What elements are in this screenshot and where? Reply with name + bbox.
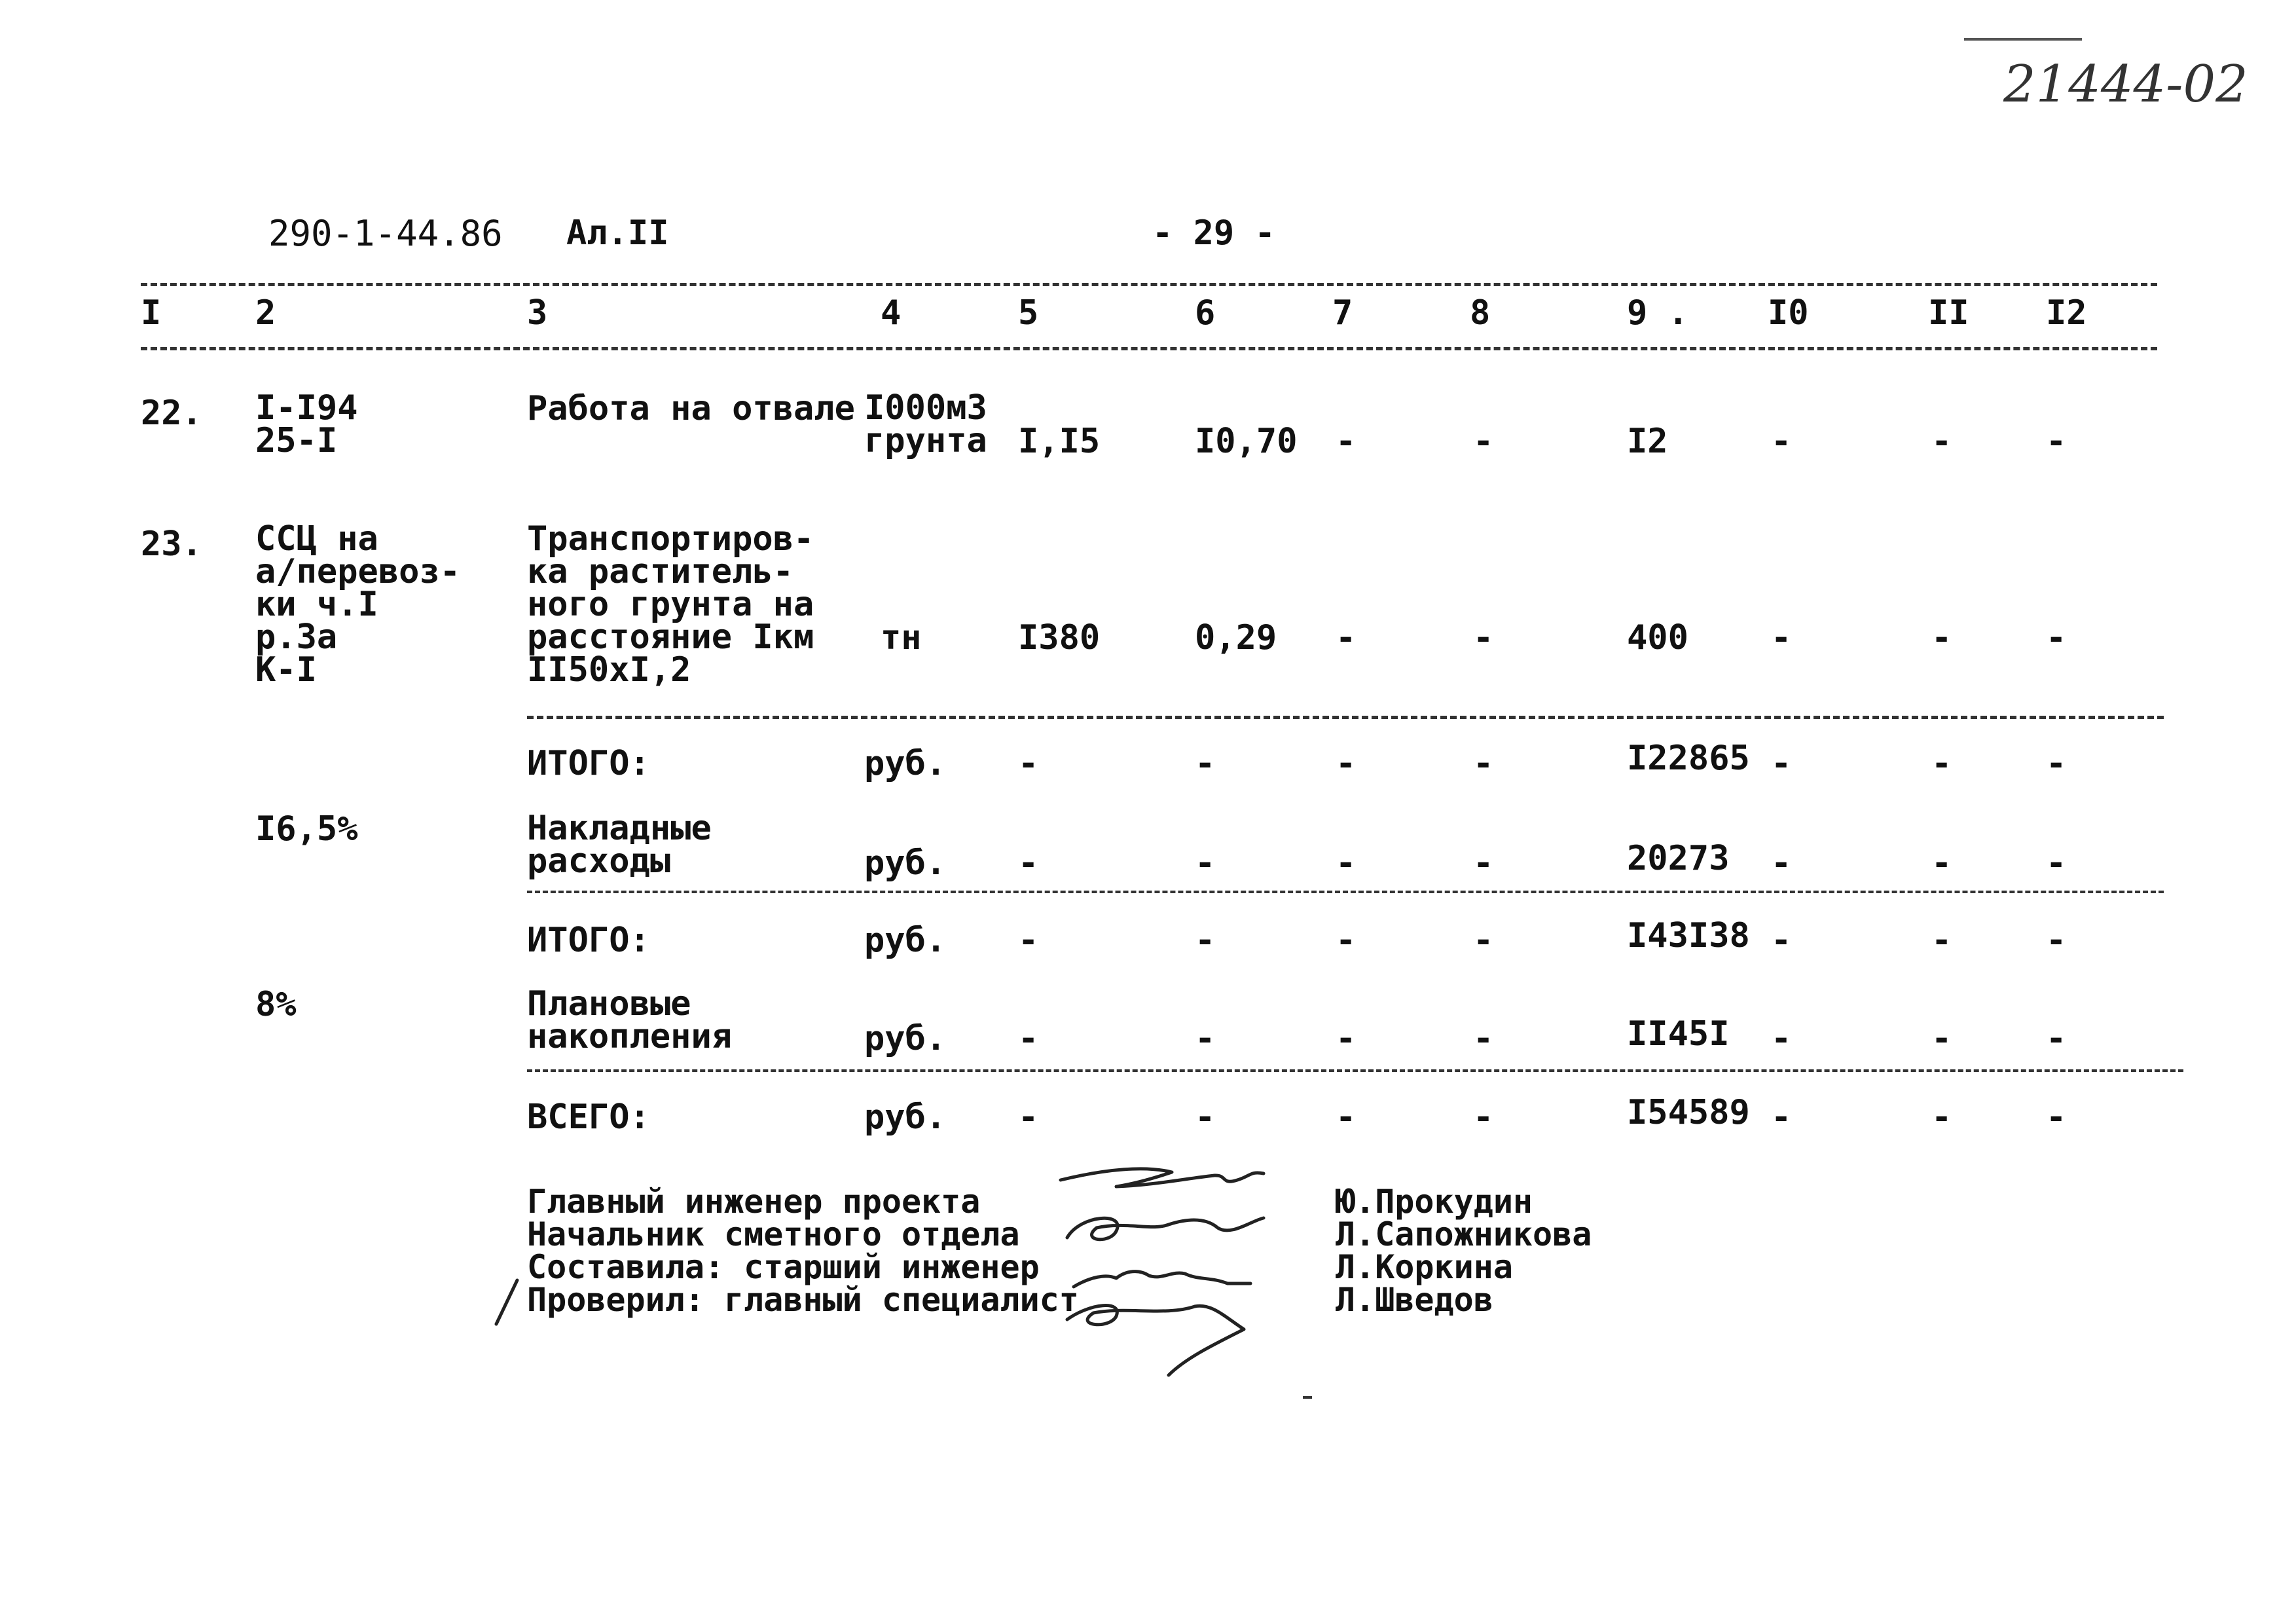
unit: I000м3 грунта bbox=[864, 388, 987, 460]
cell-value: - bbox=[1931, 744, 1952, 783]
signatory-name: Л.Коркина bbox=[1336, 1248, 1513, 1286]
total-cost: 400 bbox=[1627, 618, 1688, 657]
column-header: 9 . bbox=[1627, 293, 1688, 333]
cell-value: - bbox=[1018, 843, 1039, 883]
archive-number: 21444-02 bbox=[2003, 55, 2248, 114]
column-header: 5 bbox=[1018, 293, 1039, 333]
subtotal-rule bbox=[527, 1069, 2183, 1072]
handwritten-signature bbox=[1054, 1159, 1303, 1382]
cell-value: - bbox=[1018, 1019, 1039, 1058]
row-number: 22. bbox=[141, 394, 202, 433]
signatory-role: Главный инженер проекта bbox=[527, 1183, 981, 1221]
cell-value: - bbox=[1771, 1098, 1792, 1137]
work-description: Транспортиров- ка раститель- ного грунта на расстояние Iкм II50хI,2 bbox=[527, 519, 814, 690]
archive-number-rule bbox=[1964, 38, 2082, 41]
unit: руб. bbox=[864, 843, 947, 883]
unit: руб. bbox=[864, 1098, 947, 1137]
signatory-role: Составила: старший инженер bbox=[527, 1248, 1040, 1286]
cell-value: - bbox=[1473, 921, 1494, 960]
cell-value: - bbox=[1931, 422, 1952, 461]
column-header: I2 bbox=[2046, 293, 2087, 333]
signatory-role: Проверил: главный специалист bbox=[527, 1281, 1079, 1319]
total-cost: I2 bbox=[1627, 422, 1668, 461]
cell-value: - bbox=[2046, 744, 2067, 783]
cell-value: - bbox=[1771, 843, 1792, 883]
unit: руб. bbox=[864, 744, 947, 783]
cell-value: - bbox=[1771, 618, 1792, 657]
album-number: Ал.II bbox=[566, 213, 669, 253]
cell-value: - bbox=[1018, 744, 1039, 783]
cell-value: - bbox=[1771, 744, 1792, 783]
unit: руб. bbox=[864, 921, 947, 960]
signatory-role: Начальник сметного отдела bbox=[527, 1215, 1020, 1253]
column-header: II bbox=[1928, 293, 1969, 333]
cell-value: - bbox=[1771, 422, 1792, 461]
cell-value: - bbox=[2046, 921, 2067, 960]
cell-value: - bbox=[1336, 744, 1357, 783]
unit: тн bbox=[881, 618, 922, 657]
signatory-name: Ю.Прокудин bbox=[1336, 1183, 1533, 1221]
cell-value: - bbox=[1473, 744, 1494, 783]
cell-value: - bbox=[1771, 1019, 1792, 1058]
document-code: 290-1-44.86 bbox=[268, 213, 503, 254]
total-cost: 20273 bbox=[1627, 839, 1730, 878]
cell-value: - bbox=[1473, 422, 1494, 461]
cell-value: - bbox=[2046, 422, 2067, 461]
cell-value: - bbox=[1018, 1098, 1039, 1137]
cell-value: - bbox=[1473, 843, 1494, 883]
cell-value: - bbox=[2046, 1019, 2067, 1058]
subtotal-rule bbox=[527, 716, 2164, 719]
cell-value: - bbox=[1195, 1019, 1216, 1058]
cell-value: - bbox=[2046, 618, 2067, 657]
cell-value: - bbox=[1473, 1019, 1494, 1058]
cell-value: - bbox=[1195, 843, 1216, 883]
subtotal-rule bbox=[527, 891, 2164, 893]
unit-price: 0,29 bbox=[1195, 618, 1277, 657]
column-header: I0 bbox=[1768, 293, 1809, 333]
cell-value: - bbox=[1931, 1098, 1952, 1137]
cell-value: - bbox=[1018, 921, 1039, 960]
cell-value: - bbox=[1473, 618, 1494, 657]
summary-label: ВСЕГО: bbox=[527, 1098, 650, 1137]
stray-mark bbox=[1303, 1396, 1312, 1399]
cell-value: - bbox=[1336, 1098, 1357, 1137]
rate-percent: 8% bbox=[255, 985, 297, 1024]
column-header: 7 bbox=[1332, 293, 1353, 333]
summary-label: Накладные расходы bbox=[527, 809, 712, 881]
summary-label: Плановые накопления bbox=[527, 984, 733, 1056]
column-header: 8 bbox=[1470, 293, 1491, 333]
unit-price: I0,70 bbox=[1195, 422, 1298, 461]
cell-value: - bbox=[1195, 744, 1216, 783]
cell-value: - bbox=[1336, 422, 1357, 461]
grand-total: I54589 bbox=[1627, 1093, 1750, 1132]
cell-value: - bbox=[1931, 618, 1952, 657]
total-cost: I22865 bbox=[1627, 739, 1750, 778]
cell-value: - bbox=[2046, 843, 2067, 883]
cell-value: - bbox=[1336, 921, 1357, 960]
rate-percent: I6,5% bbox=[255, 809, 358, 849]
summary-label: ИТОГО: bbox=[527, 744, 650, 783]
check-slash-mark bbox=[491, 1277, 530, 1329]
work-description: Работа на отвале bbox=[527, 389, 855, 428]
cell-value: - bbox=[1336, 843, 1357, 883]
quantity: I380 bbox=[1018, 618, 1101, 657]
cell-value: - bbox=[1336, 618, 1357, 657]
quantity: I,I5 bbox=[1018, 422, 1101, 461]
signatory-name: Л.Шведов bbox=[1336, 1281, 1493, 1319]
cell-value: - bbox=[1195, 1098, 1216, 1137]
row-number: 23. bbox=[141, 525, 202, 564]
cell-value: - bbox=[1473, 1098, 1494, 1137]
norm-code: ССЦ на а/перевоз- ки ч.I р.3а К-I bbox=[255, 519, 461, 690]
unit: руб. bbox=[864, 1019, 947, 1058]
total-cost: II45I bbox=[1627, 1014, 1730, 1054]
summary-label: ИТОГО: bbox=[527, 921, 650, 960]
cell-value: - bbox=[1931, 921, 1952, 960]
table-top-rule bbox=[141, 283, 2157, 286]
cell-value: - bbox=[1931, 843, 1952, 883]
cell-value: - bbox=[1771, 921, 1792, 960]
cell-value: - bbox=[1931, 1019, 1952, 1058]
norm-code: I-I94 25-I bbox=[255, 388, 358, 460]
page-number: - 29 - bbox=[1152, 213, 1275, 253]
column-header: 3 bbox=[527, 293, 548, 333]
column-header: I bbox=[141, 293, 162, 333]
column-header: 6 bbox=[1195, 293, 1216, 333]
cell-value: - bbox=[2046, 1098, 2067, 1137]
table-header-rule bbox=[141, 347, 2157, 350]
signatory-name: Л.Сапожникова bbox=[1336, 1215, 1592, 1253]
column-header: 2 bbox=[255, 293, 276, 333]
cell-value: - bbox=[1336, 1019, 1357, 1058]
cell-value: - bbox=[1195, 921, 1216, 960]
total-cost: I43I38 bbox=[1627, 916, 1750, 955]
column-header: 4 bbox=[881, 293, 902, 333]
